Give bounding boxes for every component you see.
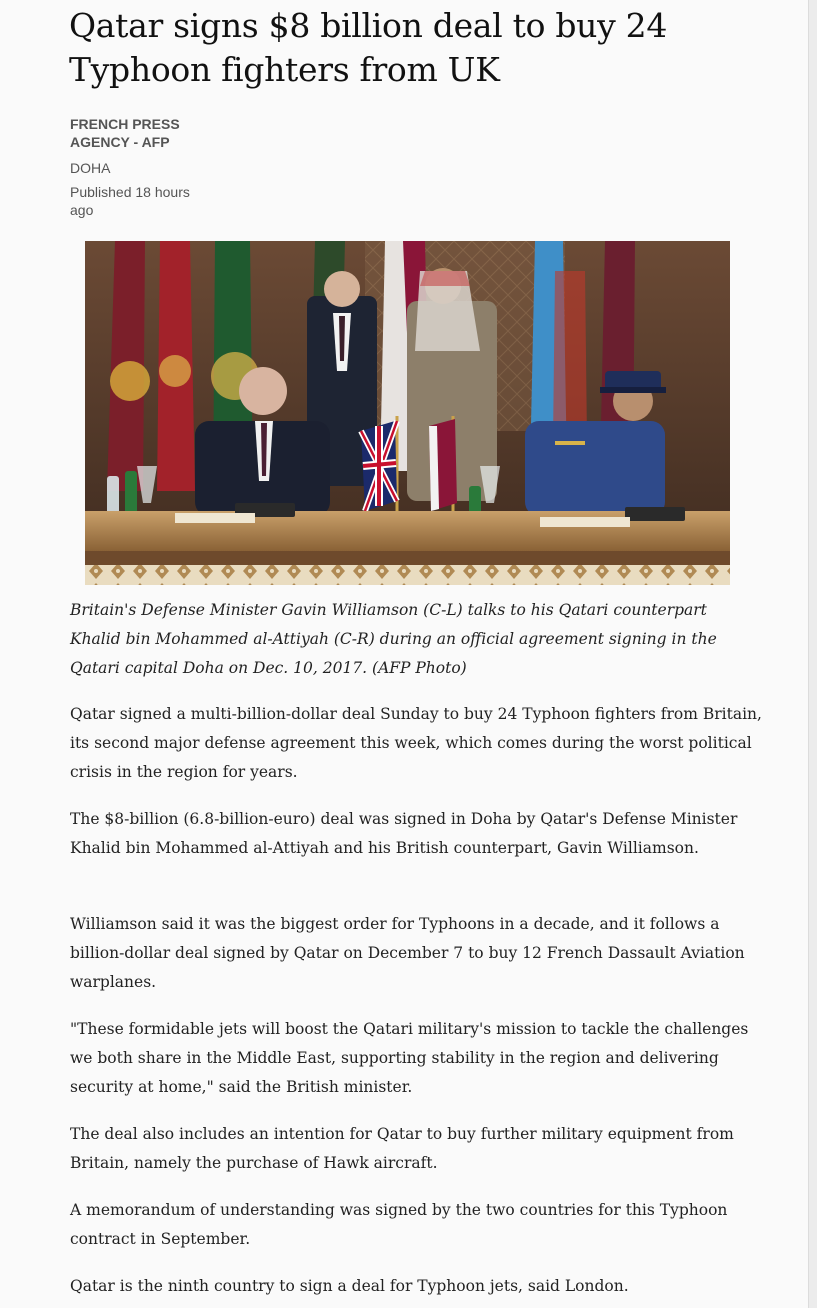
paragraph: The $8-billion (6.8-billion-euro) deal was signed in Doha by Qatar's Defense Minister Khalid bin Mohammed al-Attiyah and his British counterpart, Gavin Williamson. — [70, 810, 738, 857]
paragraph: Qatar signed a multi-billion-dollar deal Sunday to buy 24 Typhoon fighters from Britain, its second major defense agreement this week, which comes during the worst political crisis in the region for years. — [70, 705, 762, 781]
dateline-location: DOHA — [70, 160, 111, 176]
published-time: Published 18 hours ago — [70, 184, 190, 218]
source-label: FRENCH PRESS AGENCY - AFP — [70, 116, 180, 150]
photo-caption: Britain's Defense Minister Gavin Williamson (C-L) talks to his Qatari counterpart Khalid bin Mohammed al-Attiyah (C-R) during an official agreement signing in the Qatari capital Doha on Dec. 10, 2017. (AFP Photo) — [70, 601, 717, 677]
scrollbar[interactable] — [808, 0, 817, 1308]
signing-ceremony-photo — [85, 241, 730, 585]
paragraph: Williamson said it was the biggest order for Typhoons in a decade, and it follows a billion-dollar deal signed by Qatar on December 7 to buy 12 French Dassault Aviation warplanes. — [70, 915, 745, 991]
paragraph: "These formidable jets will boost the Qatari military's mission to tackle the challenges we both share in the Middle East, supporting stability in the region and delivering security at home," said the British minister. — [70, 1020, 749, 1096]
paragraph: A memorandum of understanding was signed by the two countries for this Typhoon contract in September. — [70, 1201, 728, 1248]
byline — [70, 115, 210, 219]
article-headline: Qatar signs $8 billion deal to buy 24 Typhoon fighters from UK — [69, 6, 668, 89]
article-photo[interactable] — [85, 241, 730, 585]
paragraph: Qatar is the ninth country to sign a deal for Typhoon jets, said London. — [70, 1277, 629, 1295]
paragraph: The deal also includes an intention for Qatar to buy further military equipment from Britain, namely the purchase of Hawk aircraft. — [70, 1125, 734, 1172]
